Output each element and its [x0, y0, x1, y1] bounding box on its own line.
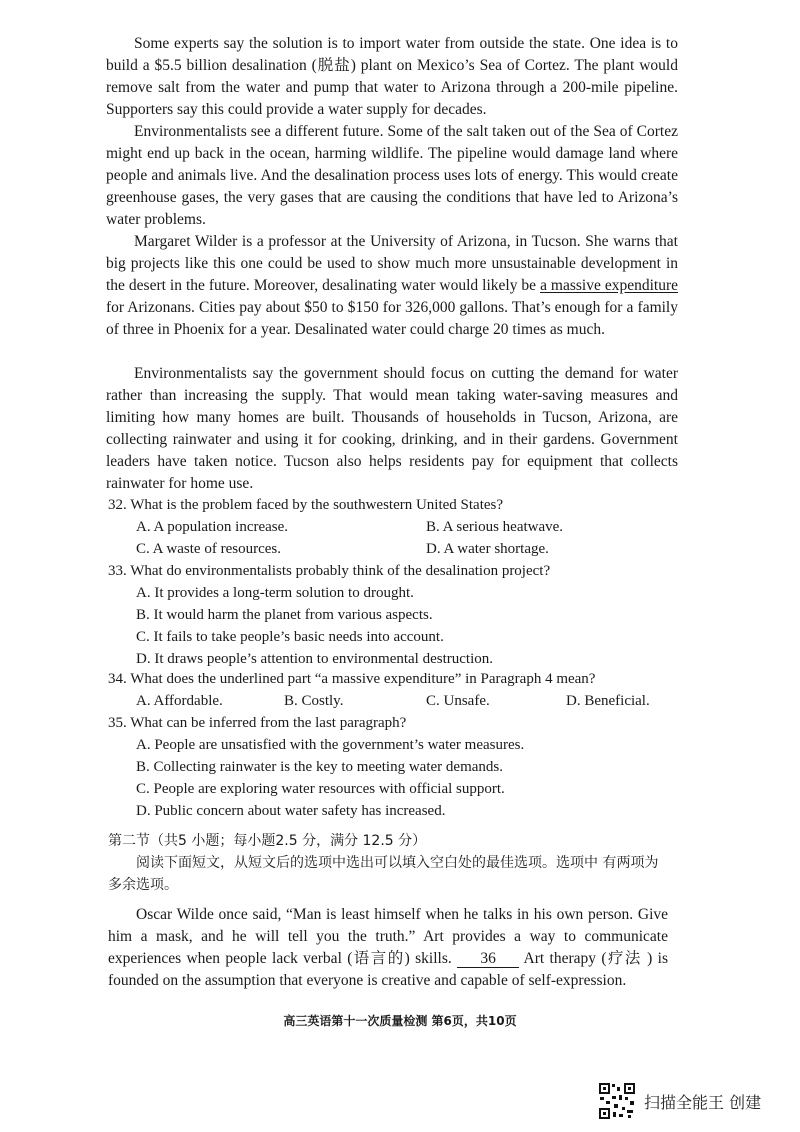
question-34-option-b: B. Costly.: [284, 693, 344, 709]
paragraph-2: Environmentalists see a different future. Some of the salt taken out of the Sea of Cortez might end up back in the ocean, harming wildlife. The pipeline would damage land where people and animals live. And the desalination process uses lots of energy. This would create greenhouse gases, the very gases that are causing the conditions that have led to Arizona’s water problems.: [106, 123, 678, 228]
question-32-stem: 32. What is the problem faced by the southwestern United States?: [108, 497, 504, 513]
question-34-option-d: D. Beneficial.: [566, 693, 650, 709]
question-34-stem: 34. What does the underlined part “a massive expenditure” in Paragraph 4 mean?: [108, 671, 596, 687]
question-33-option-c: C. It fails to take people’s basic needs into account.: [136, 629, 444, 645]
question-35-option-c: C. People are exploring water resources with official support.: [136, 781, 505, 797]
question-35-option-b: B. Collecting rainwater is the key to meeting water demands.: [136, 759, 503, 775]
question-35-option-d: D. Public concern about water safety has increased.: [136, 803, 446, 819]
question-34-option-c: C. Unsafe.: [426, 693, 490, 709]
question-35-option-a: A. People are unsatisfied with the government’s water measures.: [136, 737, 525, 753]
question-32-option-a: A. A population increase.: [136, 519, 289, 535]
blank-36: 36: [457, 951, 519, 968]
question-34-option-a: A. Affordable.: [136, 693, 223, 709]
question-35-stem: 35. What can be inferred from the last paragraph?: [108, 715, 407, 731]
question-33-option-a: A. It provides a long-term solution to drought.: [136, 585, 414, 601]
question-32-option-d: D. A water shortage.: [426, 541, 549, 557]
paragraph-1: Some experts say the solution is to import water from outside the state. One idea is to build a $5.5 billion desalination (脱盐) plant on Mexico’s Sea of Cortez. The plant would remove salt from the water and pump that water to Arizona through a 200-mile pipeline. Supporters say this could provide a water supply for decades.: [106, 35, 678, 118]
question-32-option-c: C. A waste of resources.: [136, 541, 281, 557]
page-footer: 高三英语第十一次质量检测 第6页，共10页: [283, 1014, 517, 1028]
question-33-stem: 33. What do environmentalists probably think of the desalination project?: [108, 563, 551, 579]
section-2-instruction: 阅读下面短文，从短文后的选项中选出可以填入空白处的最佳选项。选项中 有两项为 多余选项。: [108, 855, 659, 893]
paragraph-4: Environmentalists say the government should focus on cutting the demand for water rather than increasing the supply. That would mean taking water-saving measures and limiting how many homes are built. Thousands of households in Tucson, Arizona, are collecting rainwater and using it for cooking, drinking, and in their gardens. Government leaders have taken notice. Tucson also helps residents pay for equipment that collects rainwater for home use.: [106, 365, 678, 492]
question-33-option-d: D. It draws people’s attention to environmental destruction.: [136, 651, 493, 667]
scanner-label: 扫描全能王 创建: [644, 1092, 762, 1112]
paragraph-3: Margaret Wilder is a professor at the University of Arizona, in Tucson. She warns that big projects like this one could be used to show much more unsustainable development in the desert in the future. Moreover, desalinating water would likely be a massive expenditure for Arizonans. Cities pay about $50 to $150 for 326,000 gallons. That’s enough for a family of three in Phoenix for a year. Desalinated water could charge 20 times as much.: [106, 233, 679, 338]
question-33-option-b: B. It would harm the planet from various aspects.: [136, 607, 433, 623]
passage-2-paragraph: Oscar Wilde once said, “Man is least himself when he talks in his own person. Give him a mask, and he will tell you the truth.” Art provides a way to communicate experiences when people lack verbal (语言的) skills. 36 Art therapy (疗法 ) is founded on the assumption that everyone is creative and capable of self-expression.: [108, 906, 668, 989]
qr-code-icon: [598, 1082, 636, 1120]
scanner-watermark: [598, 1082, 761, 1120]
question-32-option-b: B. A serious heatwave.: [426, 519, 564, 535]
section-2-heading: 第二节（共5 小题；每小题2.5 分，满分 12.5 分）: [108, 833, 427, 849]
underlined-phrase: a massive expenditure: [540, 277, 679, 294]
